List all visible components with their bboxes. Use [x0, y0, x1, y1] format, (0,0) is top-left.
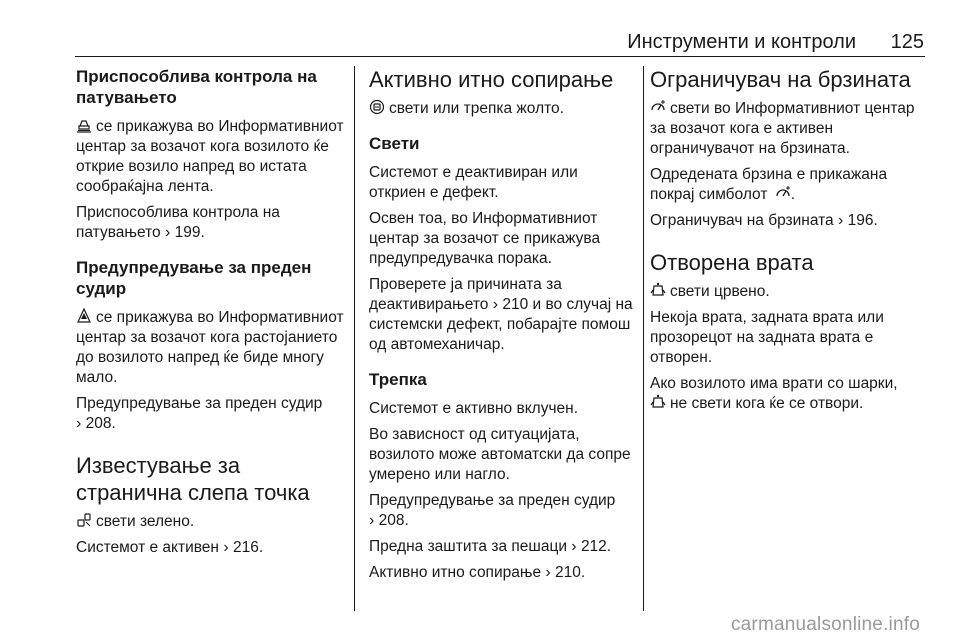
header-rule	[75, 56, 925, 57]
page-reference	[76, 415, 81, 432]
column-divider-1	[354, 66, 355, 611]
section-heading-emergency-braking: Активно итно сопирање	[369, 67, 614, 92]
paragraph: Предна заштита за пешаци › 212.	[369, 537, 635, 557]
speed-limiter-icon	[775, 185, 791, 201]
paragraph: свети зелено.	[76, 512, 344, 532]
door-open-icon	[650, 394, 666, 410]
subheading-flashing: Трепка	[369, 370, 427, 389]
paragraph: Во зависност од ситуацијата, возилото може автоматски да сопре умерено или нагло.	[369, 426, 631, 483]
column-1	[76, 66, 344, 564]
page-reference	[493, 296, 498, 313]
section-heading-blind-spot: Известување за странична слепа точка	[76, 453, 310, 505]
blind-spot-icon	[76, 512, 92, 528]
paragraph: Некоја врата, задната врата или прозорецот на задната врата е отворен.	[650, 309, 884, 366]
paragraph: Одредената брзина е прикажана покрај симболот .	[650, 166, 888, 203]
paragraph: свети црвено.	[650, 282, 925, 302]
page-reference	[369, 512, 374, 529]
section-heading-speed-limiter: Ограничувач на брзината	[650, 67, 911, 92]
section-heading-forward-collision: Предупредување за преден судир	[76, 258, 312, 298]
paragraph: Приспособлива контрола на патувањето › 199.	[76, 203, 344, 243]
page-reference	[545, 564, 550, 581]
watermark: carmanualsonline.info	[730, 614, 920, 635]
page-reference	[223, 539, 228, 556]
vehicle-ahead-icon	[76, 117, 92, 133]
paragraph: се прикажува во Информативниот центар за возачот кога растојанието до возилото напред ќе биде многу мало.	[76, 309, 344, 386]
page-reference	[571, 538, 576, 555]
paragraph: Системот е активно вклучен.	[369, 400, 579, 417]
paragraph: свети во Информативниот центар за возачот кога е активен ограничувачот на брзината.	[650, 100, 915, 157]
paragraph: свети или трепка жолто.	[369, 99, 635, 119]
paragraph: Активно итно сопирање › 210.	[369, 563, 635, 583]
section-heading-door-open: Отворена врата	[650, 250, 814, 275]
paragraph: Предупредување за преден судир › 208.	[76, 394, 344, 434]
paragraph: Проверете ја причината за деактивирањето › 210 и во случај на системски дефект, побарајте помош од автомеханичар.	[369, 275, 635, 355]
page-number: 125	[890, 31, 924, 53]
emergency-braking-icon	[369, 99, 385, 115]
column-3	[650, 66, 925, 420]
page-title: Инструменти и контроли	[627, 31, 856, 53]
forward-collision-icon	[76, 308, 92, 324]
paragraph: Предупредување за преден судир › 208.	[369, 491, 635, 531]
door-open-icon	[650, 282, 666, 298]
paragraph: Ако возилото има врати со шарки, не свети кога ќе се отвори.	[650, 375, 898, 412]
paragraph: Ограничувач на брзината › 196.	[650, 211, 925, 231]
column-2	[369, 66, 635, 589]
paragraph: Системот е активен › 216.	[76, 538, 344, 558]
section-heading-adaptive-cruise: Приспособлива контрола на патувањето	[76, 67, 317, 107]
page-reference	[165, 224, 170, 241]
paragraph: Освен тоа, во Информативниот центар за возачот се прикажува предупредувачка порака.	[369, 210, 601, 267]
column-divider-2	[643, 66, 644, 611]
page-reference	[838, 212, 843, 229]
paragraph: Системот е деактивиран или откриен е дефект.	[369, 164, 578, 201]
paragraph: се прикажува во Информативниот центар за возачот кога возилото ќе открие возило напред во истата сообраќајна лента.	[76, 118, 344, 195]
subheading-lit: Свети	[369, 134, 420, 153]
speed-limiter-icon	[650, 99, 666, 115]
